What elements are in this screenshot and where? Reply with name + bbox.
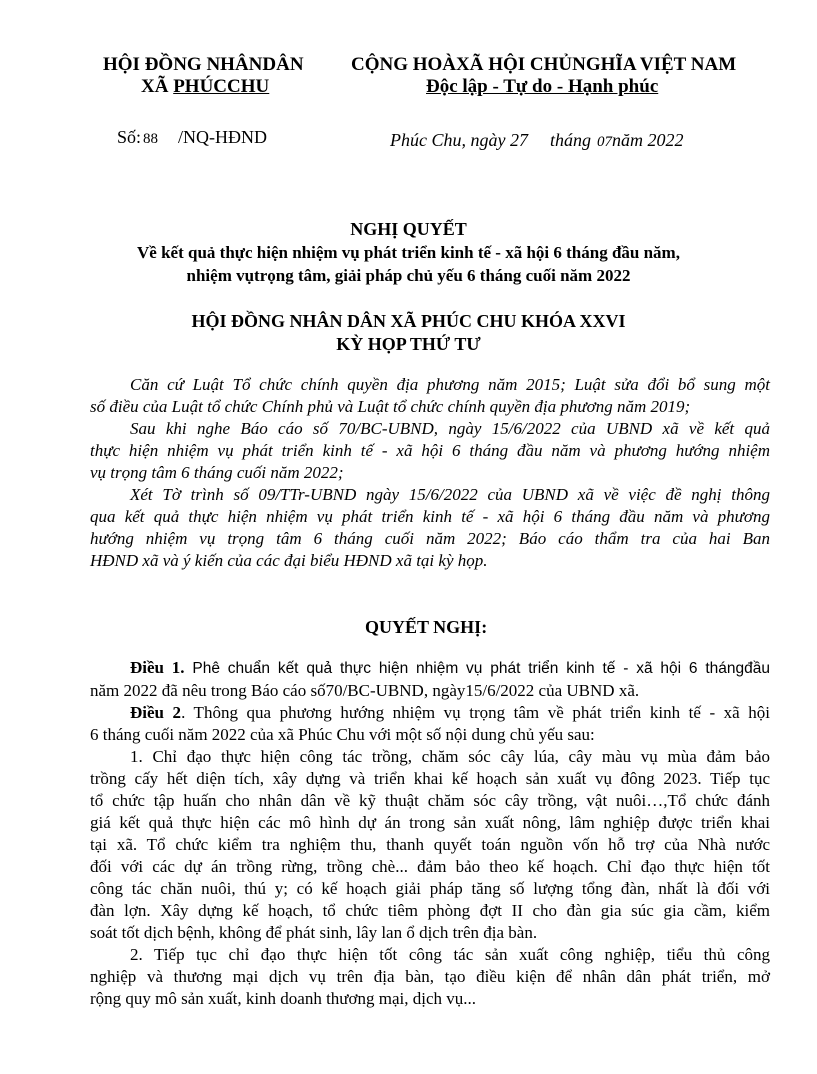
item-1-line: đối với các dự án trồng rừng, trồng chè... đảm bảo theo kế hoạch. Chỉ đạo thực hiện tốt — [90, 857, 770, 876]
item-2-line: nghiệp và thương mại dịch vụ trên địa bàn, tạo điều kiện để nhân dân phát triển, mở — [90, 967, 770, 986]
number-value: 88 — [143, 131, 159, 147]
country-motto: Độc lập - Tự do - Hạnh phúc — [426, 76, 659, 97]
item-1-line: đàn lợn. Xây dựng kế hoạch, tổ chức tiêm phòng đợt II cho đàn gia súc gia cầm, kiểm — [90, 901, 770, 920]
preamble-line: số điều của Luật tổ chức Chính phủ và Luật tổ chức chính quyền địa phương năm 2019; — [90, 397, 691, 416]
item-1-line: soát tốt dịch bệnh, không để phát sinh, lây lan ổ dịch trên địa bàn. — [90, 923, 538, 942]
item-1-line: tại xã. Tổ chức kiểm tra nghiệm thu, thanh quyết toán nguồn vốn hỗ trợ của Nhà nước — [90, 835, 770, 854]
session-name: KỲ HỌP THỨ TƯ — [336, 334, 481, 354]
council-full-name: HỘI ĐỒNG NHÂN DÂN XÃ PHÚC CHU KHÓA XXVI — [191, 311, 626, 331]
articles — [90, 657, 770, 1010]
preamble-line: Xét Tờ trình số 09/TTr-UBND ngày 15/6/2022 của UBND xã về việc đề nghị thông — [130, 485, 770, 504]
article-1-line — [90, 657, 770, 680]
item-2-line: rộng quy mô sản xuất, kinh doanh thương mại, dịch vụ... — [90, 989, 477, 1008]
commune-prefix: XÃ — [141, 76, 174, 97]
document-type: NGHỊ QUYẾT — [350, 219, 467, 239]
item-2-line: 2. Tiếp tục chỉ đạo thực hiện tốt công tác sản xuất công nghiệp, tiểu thủ công — [130, 945, 770, 964]
item-1-line: 1. Chỉ đạo thực hiện công tác trồng, chăm sóc cây lúa, cây màu vụ mùa đảm bảo — [130, 747, 770, 766]
article-2-text: . Thông qua phương hướng nhiệm vụ trọng tâm về phát triển kinh tế - xã hội — [181, 703, 770, 722]
commune-name: PHÚCCHU — [173, 76, 270, 97]
country-name: CỘNG HOÀXÃ HỘI CHỦNGHĨA VIỆT NAM — [351, 54, 737, 75]
number-label: Số: — [117, 127, 142, 147]
article-2-line: 6 tháng cuối năm 2022 của xã Phúc Chu với một số nội dung chủ yếu sau: — [90, 725, 595, 744]
preamble — [90, 374, 770, 572]
preamble-line: hướng nhiệm vụ trọng tâm 6 tháng cuối năm 2022; Báo cáo thẩm tra của hai Ban — [90, 529, 770, 548]
item-1-line: giá kết quả thực hiện các mô hình dự án trong sản xuất nông, lâm nghiệp được triển khai — [90, 813, 770, 832]
date-year: năm 2022 — [612, 130, 684, 150]
date-month-label: tháng — [549, 130, 591, 150]
article-1-text: Phê chuẩn kết quả thực hiện nhiệm vụ phát triển kinh tế - xã hội 6 thángđầu — [184, 660, 771, 677]
council-name: HỘI ĐỒNG NHÂNDÂN — [103, 54, 304, 75]
date-place: Phúc Chu, ngày 27 — [390, 130, 528, 150]
preamble-line: thực hiện nhiệm vụ phát triển kinh tế - xã hội 6 tháng đầu năm và phương hướng nhiệm — [90, 441, 770, 460]
item-1-line: tổ chức tập huấn cho nhân dân về kỹ thuật chăm sóc cây trồng, vật nuôi…,Tổ chức đánh — [90, 791, 770, 810]
article-2-line — [90, 702, 770, 724]
article-1-label: Điều 1. — [130, 658, 185, 677]
document-number — [117, 127, 267, 148]
commune-line — [141, 76, 269, 98]
document-date — [390, 130, 684, 151]
preamble-line: Căn cứ Luật Tổ chức chính quyền địa phương năm 2015; Luật sửa đổi bổ sung một — [130, 375, 770, 394]
subject-line-2: nhiệm vụtrọng tâm, giải pháp chủ yếu 6 tháng cuối năm 2022 — [186, 266, 631, 285]
preamble-line: vụ trọng tâm 6 tháng cuối năm 2022; — [90, 463, 344, 482]
date-month-value: 07 — [597, 134, 612, 150]
item-1-line: công tác chăn nuôi, thú y; có kế hoạch giải pháp tăng số lượng tổng đàn, nhất là đối với — [90, 879, 770, 898]
preamble-line: qua kết quả thực hiện nhiệm vụ phát triển kinh tế - xã hội 6 tháng đầu năm và phương — [90, 507, 770, 526]
preamble-line: HĐND xã và ý kiến của các đại biểu HĐND xã tại kỳ họp. — [90, 551, 488, 570]
number-suffix: /NQ-HĐND — [178, 127, 268, 147]
subject-line-1: Về kết quả thực hiện nhiệm vụ phát triển kinh tế - xã hội 6 tháng đầu năm, — [137, 243, 680, 262]
decision-heading: QUYẾT NGHỊ: — [365, 617, 488, 637]
article-1-line: năm 2022 đã nêu trong Báo cáo số70/BC-UBND, ngày15/6/2022 của UBND xã. — [90, 681, 640, 700]
item-1-line: trồng cấy hết diện tích, xây dựng và triển khai kế hoạch sản xuất vụ đông 2023. Tiếp tục — [90, 769, 770, 788]
preamble-line: Sau khi nghe Báo cáo số 70/BC-UBND, ngày 15/6/2022 của UBND xã về kết quả — [130, 419, 770, 438]
article-2-label: Điều 2 — [130, 703, 182, 722]
